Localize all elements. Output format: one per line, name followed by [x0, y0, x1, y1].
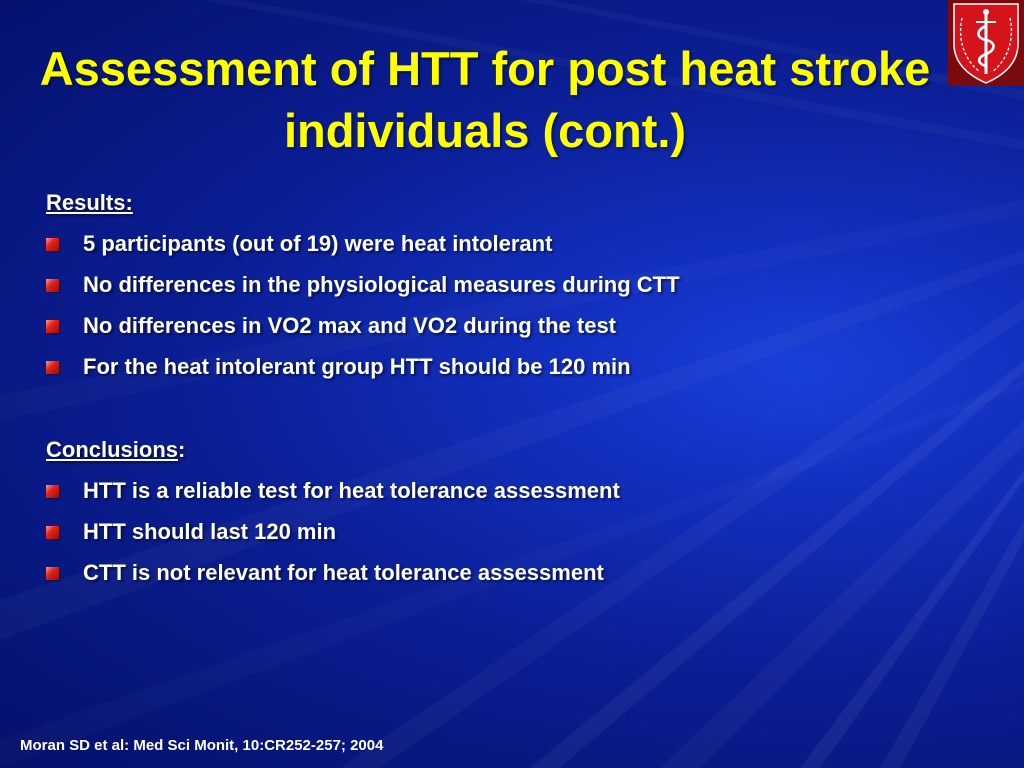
list-item — [46, 477, 620, 518]
results-heading-text: Results: — [46, 190, 133, 215]
conclusions-heading-colon: : — [178, 437, 186, 462]
conclusions-list — [46, 477, 620, 600]
red-square-bullet-icon — [46, 526, 59, 539]
list-item-text: 5 participants (out of 19) were heat intolerant — [83, 231, 553, 256]
red-square-bullet-icon — [46, 361, 59, 374]
red-square-bullet-icon — [46, 279, 59, 292]
red-square-bullet-icon — [46, 238, 59, 251]
slide-title: Assessment of HTT for post heat stroke individuals (cont.) — [39, 42, 931, 157]
list-item — [46, 559, 620, 600]
list-item-text: CTT is not relevant for heat tolerance assessment — [83, 560, 604, 585]
results-list — [46, 230, 680, 394]
results-heading — [46, 189, 133, 217]
list-item-text: HTT is a reliable test for heat tolerance assessment — [83, 478, 620, 503]
list-item — [46, 271, 680, 312]
list-item — [46, 353, 680, 394]
list-item-text: No differences in VO2 max and VO2 during the test — [83, 313, 617, 338]
conclusions-heading-text: Conclusions — [46, 437, 179, 462]
list-item — [46, 518, 620, 559]
list-item-text: No differences in the physiological measures during CTT — [83, 272, 680, 297]
red-square-bullet-icon — [46, 485, 59, 498]
list-item-text: For the heat intolerant group HTT should be 120 min — [83, 354, 631, 379]
list-item — [46, 312, 680, 353]
list-item — [46, 230, 680, 271]
caduceus-shield-icon — [948, 0, 1024, 86]
conclusions-heading — [46, 436, 185, 464]
red-square-bullet-icon — [46, 320, 59, 333]
red-square-bullet-icon — [46, 567, 59, 580]
citation: Moran SD et al: Med Sci Monit, 10:CR252-257; 2004 — [20, 737, 384, 754]
list-item-text: HTT should last 120 min — [83, 519, 337, 544]
